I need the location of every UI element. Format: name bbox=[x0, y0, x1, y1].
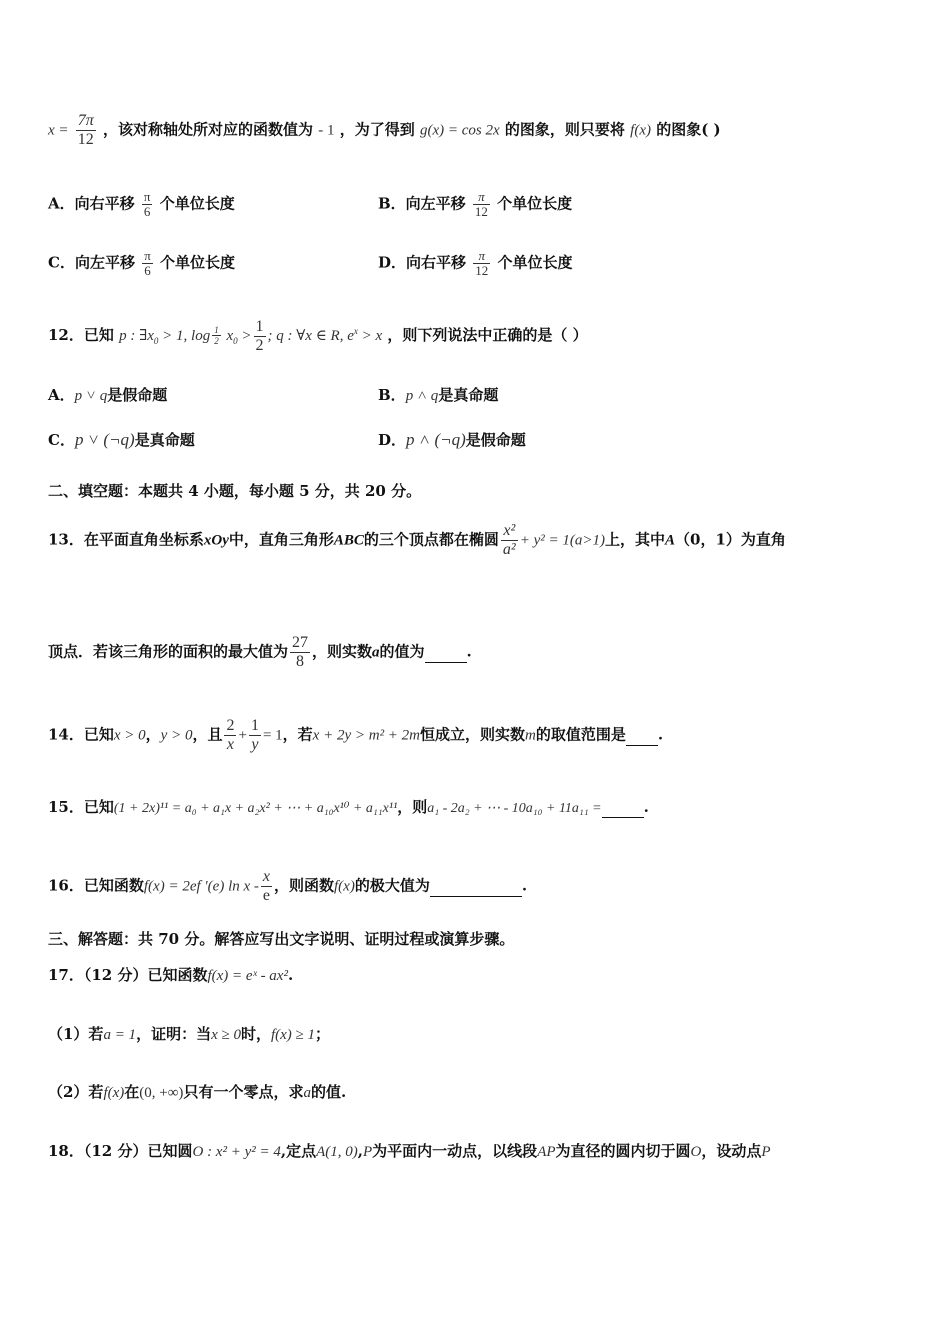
frac2-num: 1 bbox=[250, 717, 259, 734]
q13-text-e: （0，1）为直角 bbox=[675, 530, 786, 549]
section-3-heading: 三、解答题：共 70 分。解答应写出文字说明、证明过程或演算步骤。 bbox=[48, 930, 515, 948]
log-base-den: 2 bbox=[214, 335, 219, 346]
q16-frac-num: x bbox=[262, 868, 270, 885]
q11-text-c: 的图象，则只要将 bbox=[504, 120, 625, 139]
frac-den: 6 bbox=[143, 204, 151, 219]
q14-plus: + bbox=[238, 727, 247, 744]
q14-x-cond: x > 0 bbox=[113, 727, 146, 744]
q18-p2: P bbox=[761, 1144, 771, 1160]
q17-p2-d: 的值. bbox=[310, 1083, 347, 1101]
option-label: A． bbox=[48, 386, 75, 404]
option-fraction bbox=[473, 190, 490, 219]
q14-text-e: 恒成立，则实数 bbox=[420, 725, 526, 744]
q11-fraction bbox=[76, 112, 96, 149]
half-den: 2 bbox=[255, 337, 264, 354]
option-expr: p ˅ q bbox=[74, 388, 108, 404]
frac-num: π bbox=[144, 248, 151, 263]
q18-circle: O : x² + y² = 4 bbox=[192, 1144, 281, 1160]
q15-text-a: 15．已知 bbox=[48, 798, 114, 816]
half-num: 1 bbox=[255, 318, 264, 335]
q13-text-h: 的值为 bbox=[379, 642, 425, 661]
area-den: 8 bbox=[296, 653, 305, 670]
q12-sub0b: 0 bbox=[233, 335, 238, 346]
q14-answer-blank[interactable] bbox=[626, 725, 658, 746]
q18-ap: AP bbox=[537, 1144, 556, 1160]
q14-text-b: ， bbox=[145, 725, 161, 744]
q11-text-a: ，该对称轴处所对应的函数值为 bbox=[103, 120, 314, 139]
q13-text-g: ，则实数 bbox=[312, 642, 373, 661]
q13-ellipse-frac bbox=[501, 522, 518, 559]
q11-option-d[interactable] bbox=[378, 249, 573, 278]
q18-o: O bbox=[690, 1144, 702, 1160]
option-tail: 个单位长度 bbox=[497, 194, 573, 213]
q18-stem bbox=[48, 1141, 771, 1162]
option-fraction bbox=[142, 249, 153, 278]
q14-var-m: m bbox=[525, 727, 536, 744]
q14-text-a: 14．已知 bbox=[48, 725, 114, 744]
q16-text-d: . bbox=[521, 876, 528, 895]
q13-text-c: 的三个顶点都在椭圆 bbox=[363, 530, 499, 549]
q17-text-b: . bbox=[287, 966, 294, 984]
q18-point: A(1, 0) bbox=[316, 1144, 358, 1160]
q13-text-a: 13．在平面直角坐标系 bbox=[48, 530, 204, 549]
q15-expansion: (1 + 2x)¹¹ = a₀ + a₁x + a₂x² + ⋯ + a₁₀x¹⁰ + a₁₁x¹¹ bbox=[113, 801, 398, 816]
frac2-den: y bbox=[251, 736, 259, 753]
q13-text-f: 顶点．若该三角形的面积的最大值为 bbox=[48, 642, 289, 661]
q13-line-1 bbox=[48, 522, 786, 559]
q17-p1-c: 时， bbox=[240, 1025, 271, 1043]
q14-eq: = 1 bbox=[262, 727, 283, 744]
q16-text-a: 16．已知函数 bbox=[48, 876, 144, 895]
option-label: B． bbox=[378, 386, 406, 404]
q18-text-d: 为平面内一动点，以线段 bbox=[372, 1142, 538, 1160]
q11-frac-den: 12 bbox=[77, 131, 94, 148]
q13-text-b: 中，直角三角形 bbox=[228, 530, 334, 549]
frac-den: 12 bbox=[475, 263, 489, 278]
q12-expr-d: > bbox=[237, 327, 252, 344]
q11-frac-num: 7π bbox=[77, 112, 94, 129]
q18-text-f: ，设动点 bbox=[701, 1142, 762, 1160]
frac-num: π bbox=[473, 190, 490, 205]
q16-text-c: 的极大值为 bbox=[354, 876, 430, 895]
q13-area-frac bbox=[290, 634, 310, 671]
q18-text-b: ,定点 bbox=[280, 1142, 317, 1160]
q18-p: P bbox=[363, 1144, 373, 1160]
q14-frac-1 bbox=[224, 717, 236, 754]
q17-p2-f: f(x) bbox=[103, 1085, 125, 1101]
option-label: C． bbox=[48, 431, 75, 449]
option-label: B．向左平移 bbox=[378, 194, 466, 213]
area-num: 27 bbox=[292, 634, 309, 651]
q13-point: A bbox=[665, 532, 676, 549]
option-tail: 个单位长度 bbox=[497, 253, 573, 272]
frac-den: 6 bbox=[144, 263, 151, 278]
q17-p1-x: x ≥ 0 bbox=[211, 1027, 241, 1043]
option-tail: 是真命题 bbox=[438, 386, 499, 404]
option-fraction bbox=[473, 249, 490, 278]
q12-stem bbox=[48, 318, 588, 355]
q17-f: f(x) = eˣ - ax² bbox=[207, 968, 288, 984]
q16-answer-blank[interactable] bbox=[430, 876, 522, 897]
q11-condition-line bbox=[48, 112, 721, 149]
q12-expr-c: x bbox=[222, 327, 234, 344]
q13-answer-blank[interactable] bbox=[425, 642, 467, 663]
q11-option-b[interactable] bbox=[378, 190, 572, 219]
q12-option-d[interactable] bbox=[378, 430, 526, 450]
q18-text-a: 18．（12 分）已知圆 bbox=[48, 1142, 193, 1160]
option-fraction bbox=[142, 190, 153, 219]
q12-formula bbox=[119, 318, 383, 354]
q16-frac-den: e bbox=[262, 887, 270, 904]
q12-option-b[interactable] bbox=[378, 385, 498, 406]
q12-expr-e: ; q : ∀x ∈ R, e bbox=[267, 327, 354, 344]
q14-text-c: ，且 bbox=[192, 725, 223, 744]
q17-p1-cond: a = 1 bbox=[103, 1027, 137, 1043]
q14-line bbox=[48, 717, 663, 754]
q16-line bbox=[48, 868, 527, 905]
q17-text-a: 17．（12 分）已知函数 bbox=[48, 966, 208, 984]
q14-text-g: . bbox=[657, 725, 664, 744]
frac1-num: 2 bbox=[226, 717, 235, 734]
q17-p1-d: ； bbox=[315, 1025, 331, 1043]
q12-number: 12．已知 bbox=[48, 325, 114, 344]
q17-p2-a: （2）若 bbox=[48, 1083, 104, 1101]
option-expr: p ˄ q bbox=[405, 388, 439, 404]
q13-line-2 bbox=[48, 634, 472, 671]
q17-p1-ineq: f(x) ≥ 1 bbox=[270, 1027, 316, 1043]
q12-sub0: 0 bbox=[153, 335, 159, 346]
q16-frac bbox=[261, 868, 272, 905]
q11-lhs: x = bbox=[48, 122, 69, 139]
q11-option-c[interactable] bbox=[48, 249, 235, 278]
q13-text-i: . bbox=[466, 642, 472, 661]
q17-p2-b: 在 bbox=[124, 1083, 140, 1101]
q17-p2-var: a bbox=[303, 1085, 311, 1101]
option-expr: p ˅ (¬q) bbox=[74, 430, 135, 449]
q17-p2-c: 只有一个零点，求 bbox=[183, 1083, 304, 1101]
q12-tail: ，则下列说法中正确的是（ ） bbox=[387, 325, 588, 344]
frac-num: π bbox=[143, 189, 151, 204]
q12-expr-f: > x bbox=[357, 327, 383, 344]
q17-part-2 bbox=[48, 1082, 346, 1103]
frac-num: π bbox=[473, 249, 490, 264]
option-label: A．向右平移 bbox=[48, 194, 135, 213]
option-label: D．向右平移 bbox=[378, 253, 467, 272]
frac1-den: x bbox=[226, 736, 235, 753]
option-label: C．向左平移 bbox=[48, 253, 135, 272]
q11-value: - 1 bbox=[318, 122, 335, 139]
q16-f: f(x) bbox=[334, 878, 355, 895]
q15-text-c: . bbox=[643, 798, 649, 816]
section-2-heading: 二、填空题：本题共 4 小题，每小题 5 分，共 20 分。 bbox=[48, 482, 422, 500]
q11-f-expr: f(x) bbox=[630, 122, 651, 139]
option-label: D． bbox=[378, 431, 407, 449]
q14-y-cond: y > 0 bbox=[160, 727, 193, 744]
q12-expr-b: > 1, log bbox=[158, 327, 211, 344]
q15-sum: a₁ - 2a₂ + ⋯ - 10a₁₀ + 11a₁₁ = bbox=[427, 801, 602, 816]
q14-frac-2 bbox=[249, 717, 261, 754]
q17-p2-int: (0, +∞) bbox=[139, 1085, 184, 1101]
q18-text-e: 为直径的圆内切于圆 bbox=[555, 1142, 691, 1160]
option-tail: 是真命题 bbox=[134, 431, 195, 449]
q17-p1-a: （1）若 bbox=[48, 1025, 104, 1043]
q17-part-1 bbox=[48, 1024, 330, 1045]
q13-abc: ABC bbox=[333, 532, 364, 549]
option-tail: 是假命题 bbox=[107, 386, 168, 404]
q13-xoy: xOy bbox=[203, 532, 229, 549]
q12-option-c[interactable] bbox=[48, 430, 195, 450]
q14-text-d: ，若 bbox=[282, 725, 313, 744]
q16-f-lhs: f(x) = 2ef ′(e) ln x - bbox=[143, 878, 259, 895]
q11-g-expr: g(x) = cos 2x bbox=[420, 122, 500, 139]
option-tail: 是假命题 bbox=[465, 431, 526, 449]
q15-text-b: ，则 bbox=[397, 798, 428, 816]
q11-option-a[interactable] bbox=[48, 190, 235, 219]
option-expr: p ˄ (¬q) bbox=[406, 430, 466, 449]
q17-stem bbox=[48, 965, 293, 986]
q15-answer-blank[interactable] bbox=[602, 797, 644, 818]
ellipse-den: a² bbox=[502, 541, 516, 558]
q11-text-d: 的图象( ) bbox=[656, 120, 721, 139]
q12-exp-x: x bbox=[353, 325, 358, 336]
q15-line bbox=[48, 797, 649, 819]
q11-text-b: ，为了得到 bbox=[339, 120, 415, 139]
option-tail: 个单位长度 bbox=[159, 194, 235, 213]
q14-ineq: x + 2y > m² + 2m bbox=[312, 727, 421, 744]
q14-text-f: 的取值范围是 bbox=[535, 725, 626, 744]
q16-text-b: ，则函数 bbox=[274, 876, 335, 895]
q17-p1-b: ，证明：当 bbox=[136, 1025, 212, 1043]
frac-den: 12 bbox=[474, 204, 488, 219]
q13-ellipse-rest: + y² = 1(a>1) bbox=[519, 532, 605, 549]
q12-option-a[interactable] bbox=[48, 385, 167, 406]
q13-var-a: a bbox=[372, 644, 380, 661]
q12-expr-a: p : ∃x bbox=[119, 327, 154, 344]
log-base-num: 1 bbox=[214, 324, 219, 335]
ellipse-num: x² bbox=[501, 522, 518, 541]
q18-text-c: , bbox=[357, 1142, 363, 1160]
q12-half bbox=[254, 318, 266, 355]
option-tail: 个单位长度 bbox=[160, 253, 236, 272]
q13-text-d: 上，其中 bbox=[604, 530, 665, 549]
